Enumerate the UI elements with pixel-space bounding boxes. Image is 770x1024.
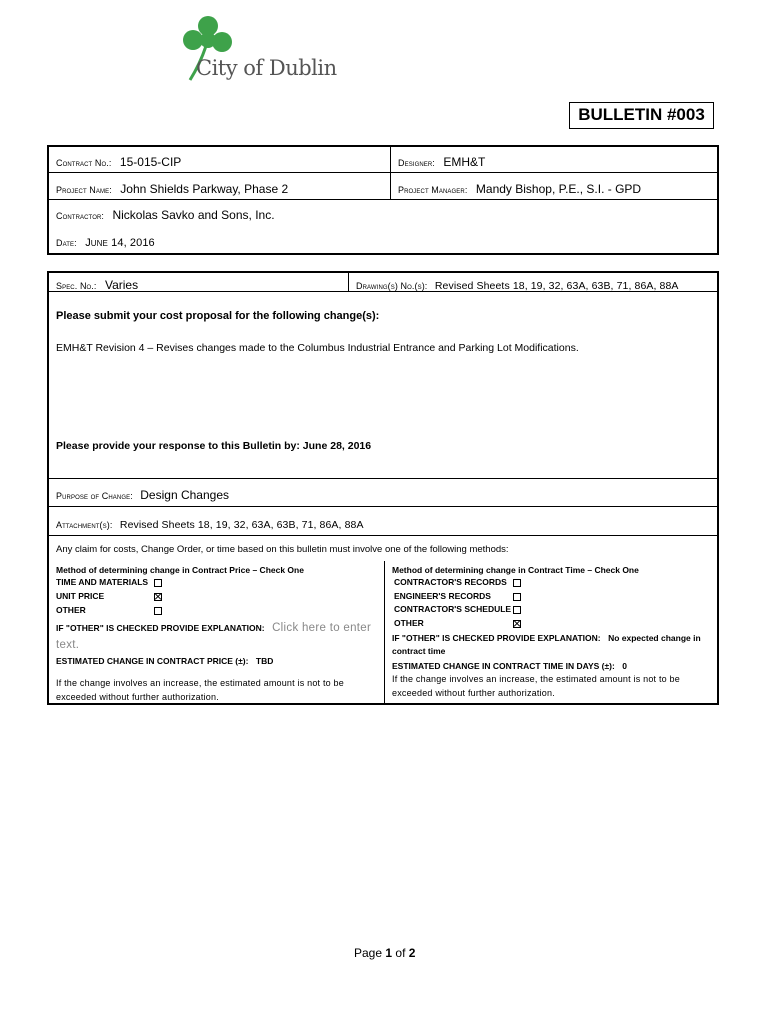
time-option-contractor-schedule[interactable] — [394, 604, 534, 616]
price-estimate-value: TBD — [255, 656, 274, 666]
attachments-divider — [49, 535, 717, 536]
contractor-schedule-checkbox[interactable] — [513, 606, 521, 614]
header-divider-1 — [49, 172, 717, 173]
time-other-checkbox[interactable] — [513, 620, 521, 628]
contractor-records-checkbox[interactable] — [513, 579, 521, 587]
contractor-field — [56, 206, 275, 224]
response-deadline: Please provide your response to this Bulletin by: June 28, 2016 — [56, 440, 372, 452]
proposal-request: Please submit your cost proposal for the following change(s): — [56, 310, 380, 322]
drawings-field — [356, 276, 679, 294]
attachments-label: Attachment(s): — [56, 520, 113, 530]
drawings-label: Drawing(s) No.(s): — [356, 281, 428, 291]
date-value: June 14, 2016 — [85, 237, 155, 249]
page-num: 1 — [385, 946, 393, 960]
price-option-label: UNIT PRICE — [56, 591, 105, 601]
attachments-value: Revised Sheets 18, 19, 32, 63A, 63B, 71, 86A, 88A — [119, 519, 364, 531]
designer-label: Designer: — [398, 158, 435, 168]
page-number — [354, 946, 415, 960]
change-description: EMH&T Revision 4 – Revises changes made to the Columbus Industrial Entrance and Parking Lot Modifications. — [56, 342, 579, 354]
price-note: If the change involves an increase, the estimated amount is not to be exceeded without further authorization. — [56, 678, 344, 702]
time-other-value: No expected change in contract time — [392, 633, 701, 656]
page-total: 2 — [408, 946, 416, 960]
date-label: Date: — [56, 238, 77, 248]
designer-value: EMH&T — [443, 155, 486, 169]
claim-note: Any claim for costs, Change Order, or time based on this bulletin must involve one of the following methods: — [56, 544, 509, 555]
time-estimate-label: ESTIMATED CHANGE IN CONTRACT TIME IN DAYS (±): — [392, 661, 615, 671]
time-option-other[interactable] — [394, 618, 534, 630]
time-option-label: CONTRACTOR'S RECORDS — [394, 577, 507, 587]
header-divider-2 — [49, 199, 717, 200]
engineer-records-checkbox[interactable] — [513, 593, 521, 601]
time-other-label: IF "OTHER" IS CHECKED PROVIDE EXPLANATION: — [392, 633, 601, 643]
purpose-value: Design Changes — [140, 488, 229, 502]
price-option-unit-price[interactable] — [56, 591, 176, 603]
request-divider — [49, 478, 717, 479]
city-logo — [178, 12, 348, 88]
project-manager-value: Mandy Bishop, P.E., S.I. - GPD — [475, 182, 642, 196]
time-note: If the change involves an increase, the estimated amount is not to be exceeded without further authorization. — [392, 674, 680, 698]
project-name-field — [56, 180, 288, 198]
price-option-time-materials[interactable] — [56, 577, 176, 589]
time-option-label: ENGINEER'S RECORDS — [394, 591, 491, 601]
purpose-field — [56, 486, 229, 504]
time-option-contractor-records[interactable] — [394, 577, 534, 589]
date-field — [56, 233, 155, 251]
spec-no-field — [56, 276, 138, 294]
price-other-checkbox[interactable] — [154, 607, 162, 615]
contract-no-value: 15-015-CIP — [119, 155, 182, 169]
contractor-value: Nickolas Savko and Sons, Inc. — [112, 208, 275, 222]
price-other-input[interactable]: Click here to enter text. — [56, 622, 372, 651]
purpose-divider — [49, 506, 717, 507]
project-manager-label: Project Manager: — [398, 185, 468, 195]
price-option-label: TIME AND MATERIALS — [56, 577, 149, 587]
logo-text: City of Dublin — [196, 56, 337, 80]
contract-no-label: Contract No.: — [56, 158, 112, 168]
attachments-field — [56, 515, 364, 533]
header-vdivider — [390, 147, 391, 199]
time-option-label: CONTRACTOR'S SCHEDULE — [394, 604, 512, 614]
unit-price-checkbox[interactable] — [154, 593, 162, 601]
price-option-label: OTHER — [56, 605, 86, 615]
price-method-heading: Method of determining change in Contract Price – Check One — [56, 565, 304, 575]
time-other-explanation — [392, 631, 710, 657]
project-name-value: John Shields Parkway, Phase 2 — [120, 182, 289, 196]
time-option-engineer-records[interactable] — [394, 591, 534, 603]
price-estimate — [56, 651, 273, 669]
drawings-value: Revised Sheets 18, 19, 32, 63A, 63B, 71, 86A, 88A — [434, 280, 679, 292]
time-materials-checkbox[interactable] — [154, 579, 162, 587]
price-estimate-label: ESTIMATED CHANGE IN CONTRACT PRICE (±): — [56, 656, 249, 666]
price-option-other[interactable] — [56, 605, 176, 617]
spec-no-value: Varies — [104, 278, 139, 292]
spec-vdivider — [348, 273, 349, 291]
project-name-label: Project Name: — [56, 185, 112, 195]
project-manager-field — [398, 180, 641, 198]
contractor-label: Contractor: — [56, 211, 104, 221]
page-label: Page — [354, 946, 383, 960]
designer-field — [398, 153, 485, 171]
of-label: of — [395, 946, 406, 960]
price-other-explanation — [56, 619, 374, 653]
contract-no-field — [56, 153, 181, 171]
time-method-heading: Method of determining change in Contract Time – Check One — [392, 565, 639, 575]
time-option-label: OTHER — [394, 618, 424, 628]
price-other-label: IF "OTHER" IS CHECKED PROVIDE EXPLANATION: — [56, 623, 265, 633]
bulletin-title: BULLETIN #003 — [569, 102, 714, 129]
time-estimate-value: 0 — [622, 661, 628, 671]
methods-vdivider — [384, 561, 385, 703]
purpose-label: Purpose of Change: — [56, 491, 133, 501]
spec-no-label: Spec. No.: — [56, 281, 97, 291]
